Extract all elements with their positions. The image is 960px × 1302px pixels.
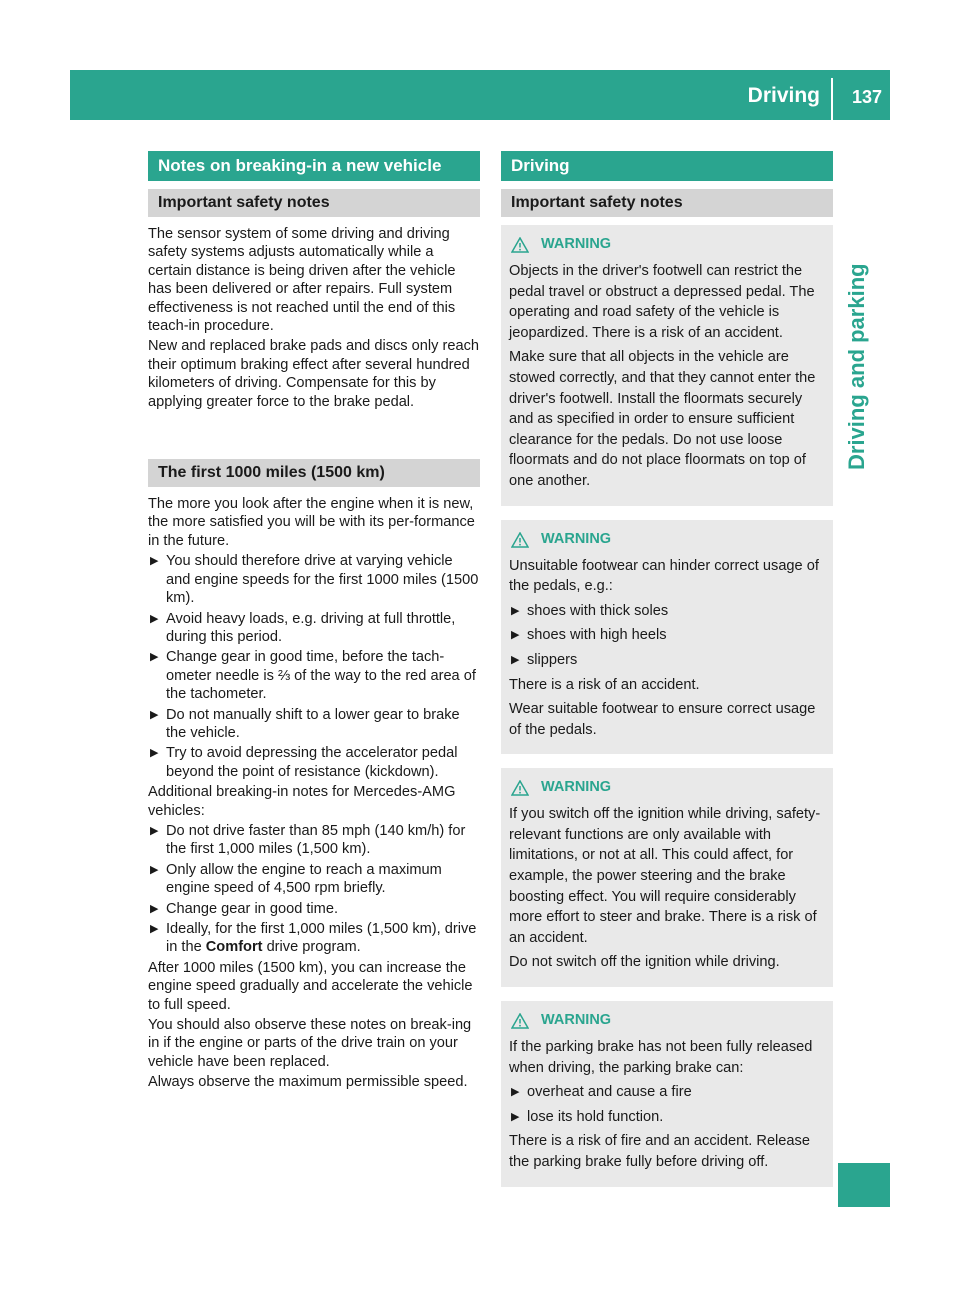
bullet-icon: ▶ (511, 1086, 520, 1099)
bullet-icon: ▶ (150, 651, 159, 664)
list-item: ▶ shoes with high heels (509, 625, 825, 646)
warning-triangle-icon (511, 780, 529, 796)
warning-box (501, 768, 833, 987)
paragraph: Wear suitable footwear to ensure correct usage of the pedals. (509, 701, 816, 738)
warning-header (509, 235, 825, 257)
bullet-icon: ▶ (150, 612, 159, 625)
section-heading: Notes on breaking-in a new vehicle (148, 151, 480, 181)
drive-program-name: Comfort (205, 939, 263, 956)
page-number: 137 (851, 87, 882, 107)
warning-box (501, 520, 833, 755)
list-item: ▶ Do not drive faster than 85 mph (140 km/h) for the first 1,000 miles (1,500 km). (150, 822, 466, 858)
list-item: ▶ lose its hold function. (509, 1107, 825, 1128)
bullet-icon: ▶ (150, 902, 159, 915)
list-item: ▶ Ideally, for the first 1,000 miles (1,500 km), drive in the Comfort drive program. (150, 921, 477, 956)
bullet-icon: ▶ (511, 604, 520, 617)
list-item: ▶ Change gear in good time. (150, 900, 338, 917)
bullet-icon: ▶ (511, 629, 520, 642)
chapter-side-label: Driving and parking (844, 263, 869, 470)
paragraph: If you switch off the ignition while driving, safety-relevant functions are only available with limitations, or not at all. This could affect, for example, the power steering and the brake boosting effect. You will require considerably more effort to steer and brake. There is a risk of an accident. (509, 806, 821, 946)
list-item: ▶ Do not manually shift to a lower gear to brake the vehicle. (150, 706, 460, 741)
header-divider (831, 78, 833, 120)
warning-header (509, 1011, 825, 1033)
list-item: ▶ Try to avoid depressing the accelerator pedal beyond the point of resistance (kickdown). (150, 745, 458, 780)
warning-header (509, 778, 825, 800)
spacer (148, 413, 480, 459)
paragraph: Unsuitable footwear can hinder correct usage of the pedals, e.g.: (509, 557, 819, 595)
right-column (501, 151, 833, 1201)
paragraph: Additional breaking-in notes for Mercedes-AMG vehicles: (148, 784, 456, 819)
paragraph: The sensor system of some driving and driving safety systems adjusts automatically while a certain distance is being driven after the vehicle has been delivered or after repairs. Full system effectiveness is not reached until the end of this teach-in procedure. (148, 226, 456, 335)
paragraph: After 1000 miles (1500 km), you can increase the engine speed gradually and accelerate the vehicle to full speed. (148, 959, 473, 1013)
paragraph: There is a risk of an accident. (509, 676, 700, 693)
list-item: ▶ overheat and cause a fire (509, 1082, 825, 1103)
warning-triangle-icon (511, 532, 529, 548)
section-heading: Driving (501, 151, 833, 181)
list-item: ▶ Only allow the engine to reach a maximum engine speed of 4,500 rpm briefly. (150, 861, 442, 897)
list-item: ▶ Avoid heavy loads, e.g. driving at full throttle, during this period. (150, 610, 456, 645)
warning-label: WARNING (541, 1012, 612, 1029)
paragraph: The more you look after the engine when it is new, the more satisfied you will be with its per-formance in the future. (148, 496, 475, 549)
bullet-icon: ▶ (150, 708, 159, 721)
bullet-icon: ▶ (150, 555, 159, 568)
list-item: ▶ shoes with thick soles (509, 601, 825, 622)
paragraph: Do not switch off the ignition while driving. (509, 954, 780, 971)
bullet-list (148, 822, 480, 957)
bullet-icon: ▶ (150, 863, 159, 876)
bullet-icon: ▶ (150, 923, 159, 935)
warning-triangle-icon (511, 237, 529, 253)
list-item: ▶ slippers (509, 650, 825, 671)
warning-header (509, 530, 825, 552)
chapter-side-marker (838, 1163, 890, 1207)
bullet-list (148, 552, 480, 781)
paragraph: There is a risk of fire and an accident. Release the parking brake fully before driving off. (509, 1133, 810, 1170)
warning-label: WARNING (541, 779, 612, 796)
bullet-list (509, 601, 825, 671)
subheading: Important safety notes (501, 189, 833, 217)
bullet-icon: ▶ (150, 824, 159, 837)
paragraph: You should also observe these notes on break-ing in if the engine or parts of the drive train on your vehicle have been replaced. (148, 1017, 472, 1070)
paragraph: New and replaced brake pads and discs only reach their optimum braking effect after several hundred kilometers of driving. Compensate for this by applying greater force to the brake pedal. (148, 338, 479, 410)
bullet-icon: ▶ (150, 747, 159, 760)
warning-box (501, 1001, 833, 1187)
list-item: ▶ You should therefore drive at varying vehicle and engine speeds for the first 1000 miles (1500 km). (150, 553, 479, 607)
paragraph: Objects in the driver's footwell can restrict the pedal travel or obstruct a depressed pedal. The operating and road safety of the vehicle is jeopardized. There is a risk of an accident. (509, 263, 815, 341)
bullet-icon: ▶ (511, 1110, 520, 1123)
warning-triangle-icon (511, 1013, 529, 1029)
subheading: The first 1000 miles (1500 km) (148, 459, 480, 487)
bullet-list (509, 1082, 825, 1127)
paragraph: Always observe the maximum permissible speed. (148, 1074, 468, 1091)
page-header-bar (70, 70, 890, 120)
warning-box (501, 225, 833, 506)
subheading: Important safety notes (148, 189, 480, 217)
list-item: ▶ Change gear in good time, before the tach-ometer needle is ⅔ of the way to the red area of the tachometer. (150, 649, 476, 703)
paragraph: If the parking brake has not been fully released when driving, the parking brake can: (509, 1039, 813, 1076)
warning-label: WARNING (541, 236, 612, 252)
left-column (148, 151, 480, 1094)
warning-label: WARNING (541, 530, 612, 547)
header-section-title: Driving (747, 84, 820, 107)
paragraph: Make sure that all objects in the vehicle are stowed correctly, and that they cannot enter the driver's footwell. Install the floormats securely and as specified in order to ensure sufficient clearance for the pedals. Do not use loose floormats and do not place floormats on top of one another. (509, 349, 816, 489)
bullet-icon: ▶ (511, 653, 520, 666)
